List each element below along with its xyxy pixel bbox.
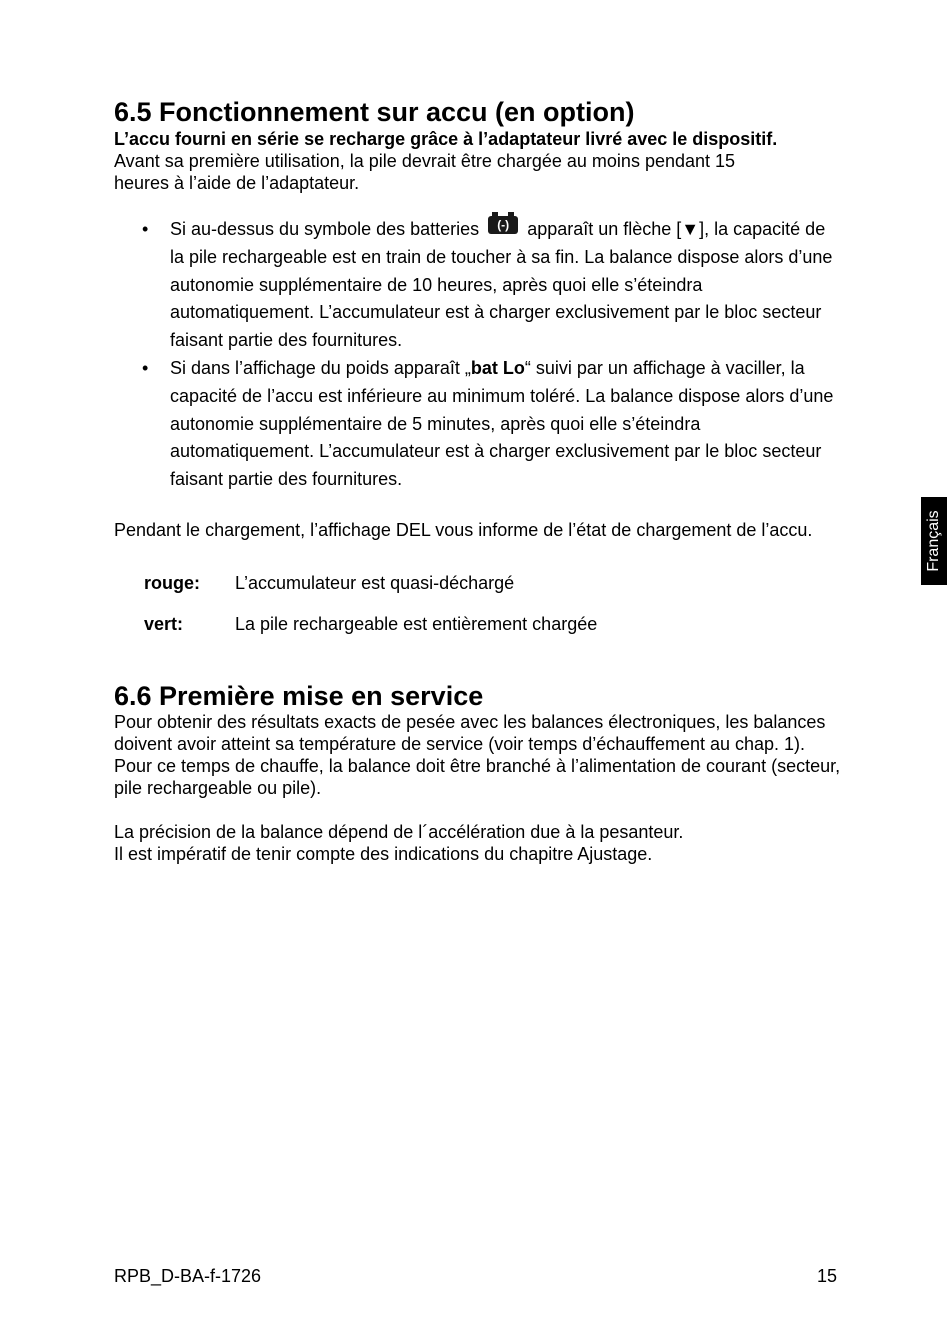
footer-doc-id: RPB_D-BA-f-1726 <box>114 1266 262 1286</box>
section-title: Fonctionnement sur accu (en option) <box>159 97 635 127</box>
list-item <box>114 355 844 494</box>
bullet-text-a: Si au-dessus du symbole des batteries <box>170 219 480 239</box>
bullet-dot: • <box>142 357 149 378</box>
led-row-green <box>144 613 844 635</box>
led-desc: La pile rechargeable est entièrement chargée <box>235 613 598 634</box>
page-content <box>114 97 844 865</box>
precision-line-1: La précision de la balance dépend de l´accélération due à la pesanteur. <box>114 821 684 842</box>
section-6-5-heading <box>114 97 844 127</box>
bullet-text-b: apparaît un flèche [▼], la capacité de la pile rechargeable est en train de toucher à sa fin. La balance dispose alors d’une autonomie supplémentaire de 10 heures, après quoi elle s’éteindra automatiquement. L’accumulateur est à charger exclusivement par le bloc secteur faisant partie des fournitures. <box>170 219 833 351</box>
led-term: vert: <box>144 613 184 634</box>
bullet-text-a: Si dans l’affichage du poids apparaît „ <box>170 357 471 378</box>
led-row-red <box>144 572 844 594</box>
language-tab <box>921 497 947 585</box>
service-paragraph: Pour obtenir des résultats exacts de pesée avec les balances électroniques, les balances doivent avoir atteint sa température de service (voir temps d’échauffement au chap. 1). Pour ce temps de chauffe, la balance doit être branché à l’alimentation de courant (secteur, pile rechargeable ou pile). <box>114 711 841 798</box>
language-tab-label: Français <box>925 510 942 572</box>
battery-bullet-list <box>114 216 844 494</box>
list-item <box>114 216 844 355</box>
led-term: rouge: <box>144 572 200 593</box>
battery-icon: (-) <box>488 216 518 234</box>
section-number: 6.5 <box>114 97 152 127</box>
bat-lo-text: bat Lo <box>470 357 525 378</box>
section-6-6-heading <box>114 680 844 711</box>
bullet-dot: • <box>142 219 149 239</box>
intro-paragraph: Avant sa première utilisation, la pile devrait être chargée au moins pendant 15 heures à l’aide de l’adaptateur. <box>114 151 736 193</box>
section-title: Première mise en service <box>159 680 484 711</box>
charging-note: Pendant le chargement, l’affichage DEL vous informe de l’état de chargement de l’accu. <box>114 519 813 540</box>
section-number: 6.6 <box>114 680 152 711</box>
led-desc: L’accumulateur est quasi-déchargé <box>235 572 515 593</box>
precision-line-2: Il est impératif de tenir compte des indications du chapitre Ajustage. <box>114 843 653 864</box>
footer-page-number: 15 <box>816 1266 837 1286</box>
bold-intro: L’accu fourni en série se recharge grâce à l’adaptateur livré avec le dispositif. <box>114 129 778 149</box>
bullet-text-b: “ suivi par un affichage à vaciller, la capacité de l’accu est inférieure au minimum toléré. La balance dispose alors d’une autonomie supplémentaire de 5 minutes, après quoi elle s’éteindra automatiquement. L’accumulateur est à charger exclusivement par le bloc secteur faisant partie des fournitures. <box>170 357 834 490</box>
